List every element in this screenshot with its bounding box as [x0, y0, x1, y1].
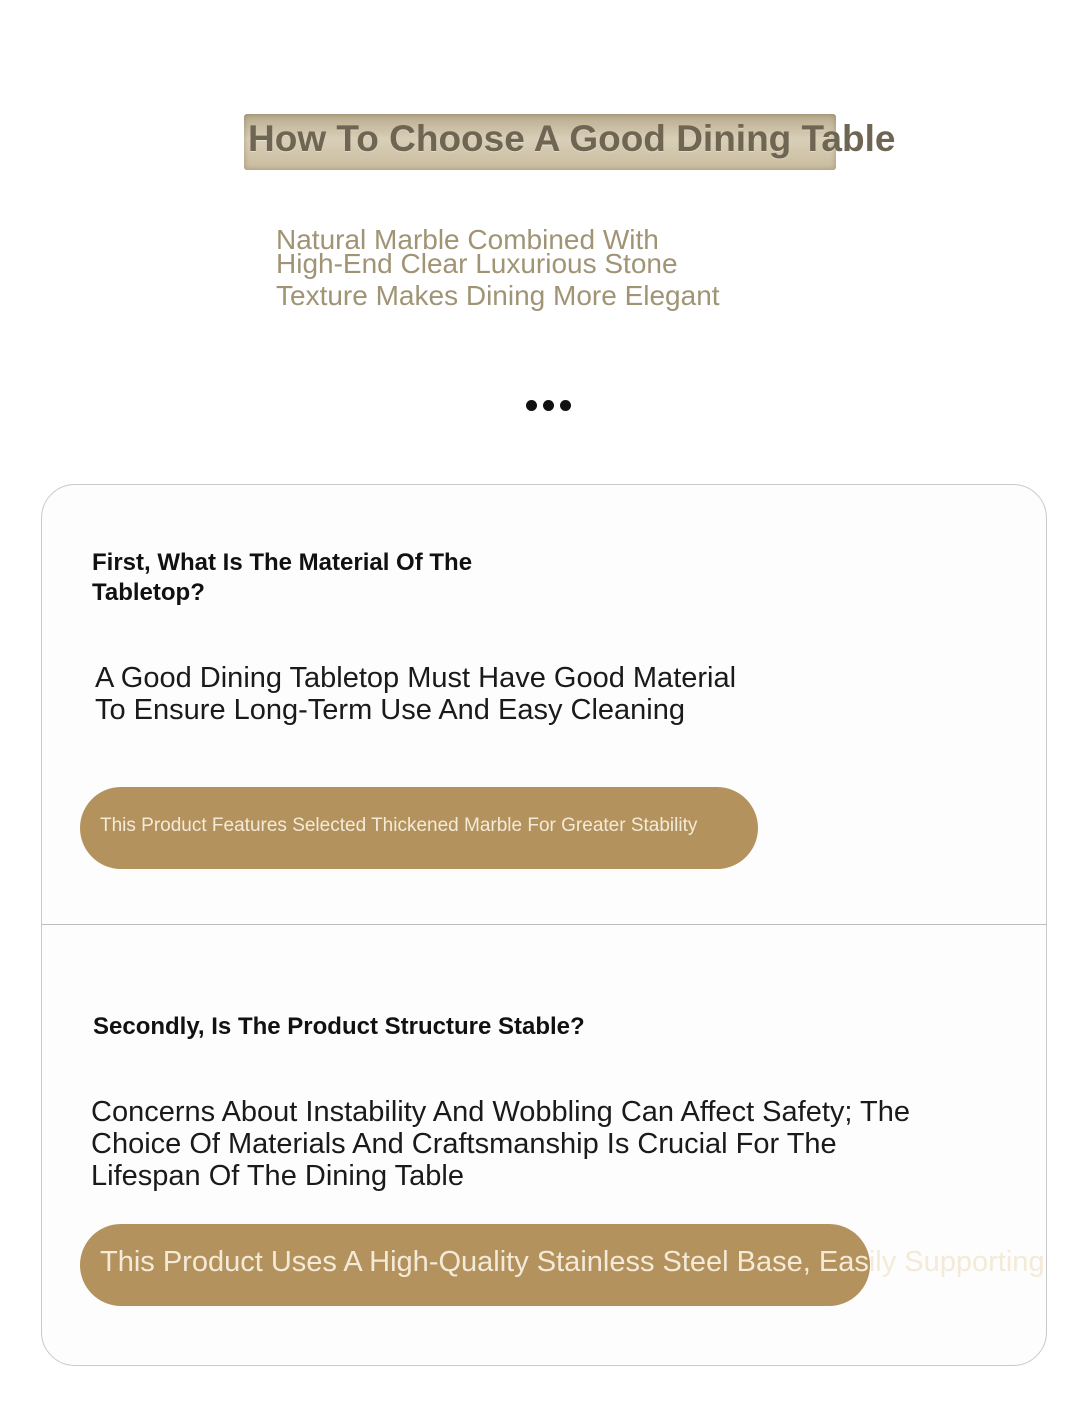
- ellipsis-icon: [524, 400, 574, 412]
- section-2-highlight-text: This Product Uses A High-Quality Stainless Steel Base, Easily Supporting: [100, 1246, 1045, 1278]
- page-title: How To Choose A Good Dining Table: [248, 118, 896, 159]
- section-2-question: Secondly, Is The Product Structure Stable?: [93, 1013, 585, 1040]
- subtitle-line-1: Natural Marble Combined With: [276, 224, 659, 255]
- section-divider: [42, 924, 1047, 925]
- section-1-body: A Good Dining Tabletop Must Have Good Material To Ensure Long-Term Use And Easy Cleaning: [95, 662, 737, 726]
- section-2-body: Concerns About Instability And Wobbling Can Affect Safety; The Choice Of Materials And Craftsmanship Is Crucial For The Lifespan Of The Dining Table: [91, 1096, 910, 1192]
- subtitle-block: [276, 226, 796, 310]
- section-1-highlight-text: This Product Features Selected Thickened Marble For Greater Stability: [100, 815, 698, 836]
- subtitle-line-3: Texture Makes Dining More Elegant: [276, 280, 720, 311]
- section-1-question: First, What Is The Material Of The Tabletop?: [92, 549, 473, 606]
- subtitle-line-2: High-End Clear Luxurious Stone: [276, 248, 678, 279]
